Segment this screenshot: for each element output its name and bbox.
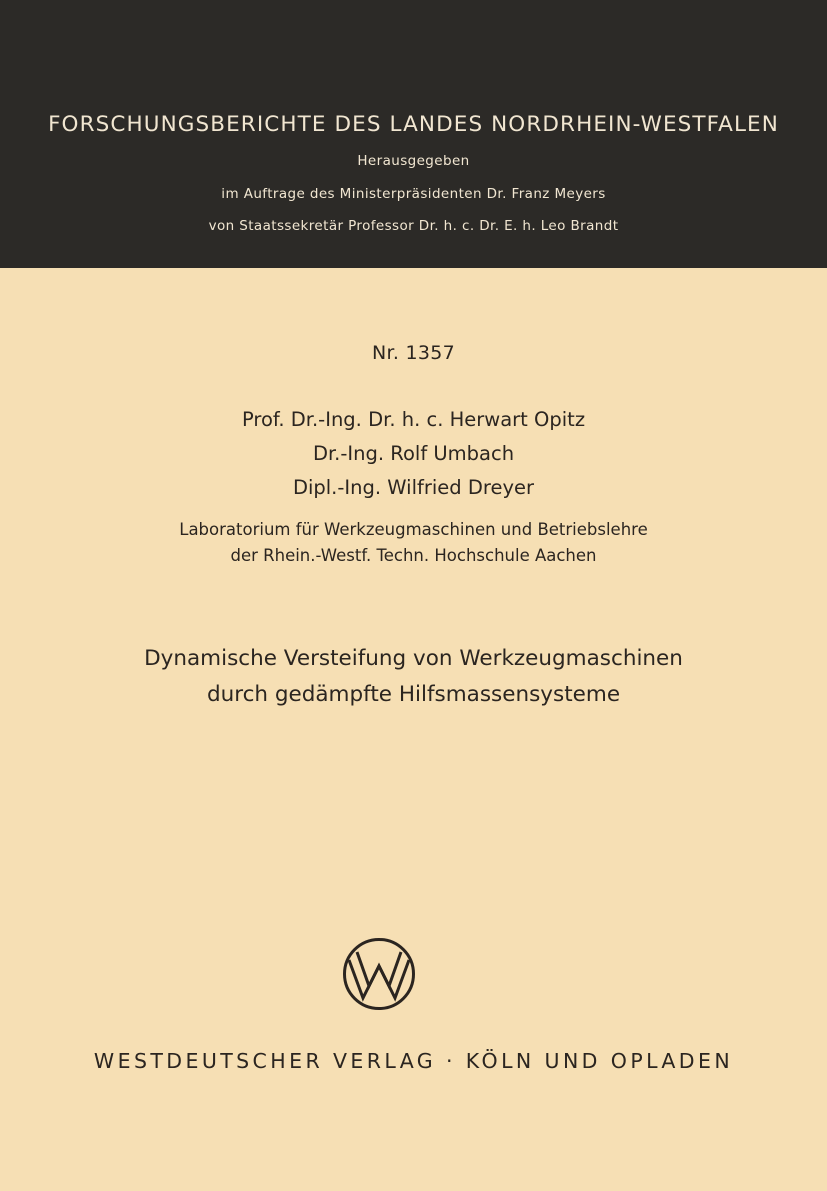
institution-line-1: Laboratorium für Werkzeugmaschinen und Betriebslehre [179,520,648,539]
book-title-line-2: durch gedämpfte Hilfsmassensysteme [206,682,621,707]
publisher-line: WESTDEUTSCHER VERLAG · KÖLN UND OPLADEN [93,1049,734,1073]
publisher-ww-monogram-icon [341,936,417,1012]
author-1: Prof. Dr.-Ing. Dr. h. c. Herwart Opitz [241,408,586,431]
report-number: Nr. 1357 [371,342,456,364]
editor-note-minister: im Auftrage des Ministerpräsidenten Dr. Franz Meyers [221,186,606,202]
editor-note-label: Herausgegeben [357,153,470,169]
book-title-line-1: Dynamische Versteifung von Werkzeugmaschinen [144,646,683,671]
author-3: Dipl.-Ing. Wilfried Dreyer [292,476,535,499]
series-title: FORSCHUNGSBERICHTE DES LANDES NORDRHEIN-WESTFALEN [48,112,779,137]
header-band [0,0,827,268]
author-2: Dr.-Ing. Rolf Umbach [312,442,515,465]
institution-line-2: der Rhein.-Westf. Techn. Hochschule Aachen [230,546,597,565]
editor-note-secretary: von Staatssekretär Professor Dr. h. c. Dr. E. h. Leo Brandt [208,218,619,234]
